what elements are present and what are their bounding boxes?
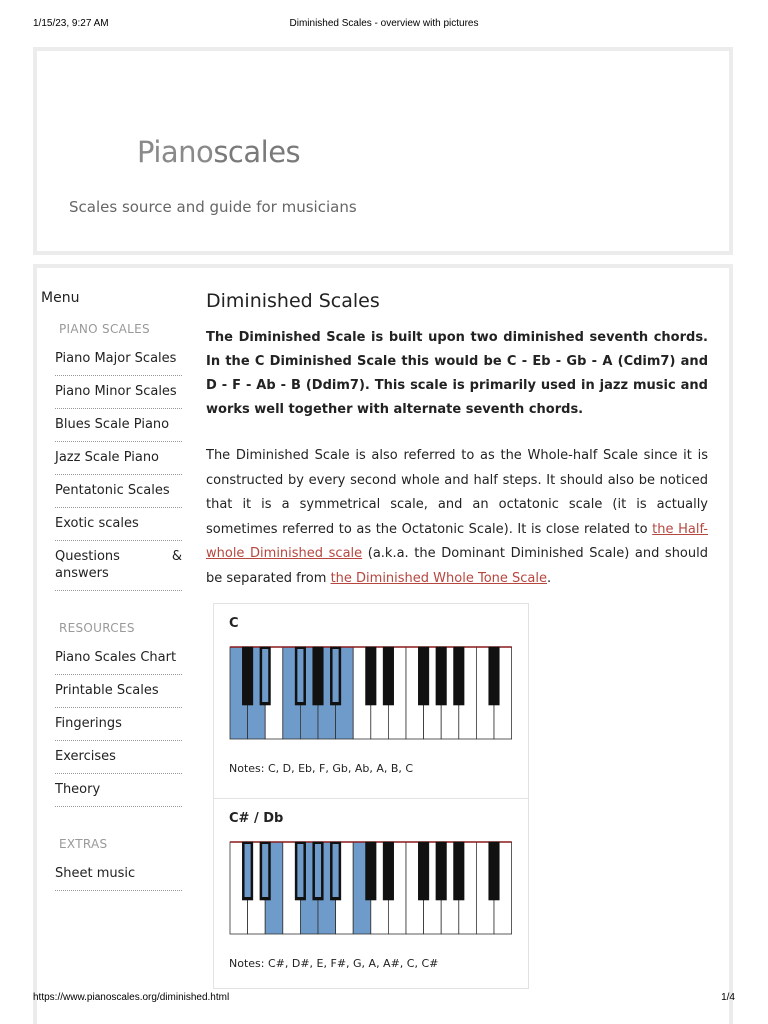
black-key [436, 647, 447, 705]
nav-item-questions-answers [55, 541, 182, 591]
scale-notes: Notes: C, D, Eb, F, Gb, Ab, A, B, C [229, 762, 414, 775]
nav-list-resources [41, 649, 182, 807]
black-key-highlight [333, 649, 339, 702]
black-key-highlight [245, 844, 251, 897]
scale-name: C# / Db [229, 811, 284, 826]
black-key [366, 842, 377, 900]
site-tagline: Scales source and guide for musicians [69, 198, 357, 216]
nav-link-exercises[interactable]: Exercises [55, 749, 116, 764]
piano-keyboard-diagram [229, 646, 515, 741]
logo-text-piano: Piano [137, 135, 214, 169]
nav-item-blues-scale-piano [55, 409, 182, 442]
nav-item-exercises [55, 741, 182, 774]
black-key [436, 842, 447, 900]
nav-item-piano-scales-chart [55, 649, 182, 675]
black-key [242, 647, 253, 705]
scale-name: C [229, 616, 239, 631]
nav-link-jazz-scale-piano[interactable]: Jazz Scale Piano [55, 450, 160, 465]
section-title-piano-scales: PIANO SCALES [59, 322, 150, 336]
nav-link-theory[interactable]: Theory [55, 782, 101, 797]
nav-item-fingerings [55, 708, 182, 741]
nav-link-printable-scales[interactable]: Printable Scales [55, 683, 159, 698]
black-key-highlight [297, 649, 303, 702]
black-key [489, 842, 500, 900]
nav-list-extras [41, 865, 182, 891]
print-url: https://www.pianoscales.org/diminished.html [33, 992, 230, 1003]
page-title: Diminished Scales [206, 290, 380, 312]
body-text-3: . [547, 570, 552, 586]
body-paragraph [206, 444, 708, 591]
nav-item-piano-major-scales [55, 350, 182, 376]
nav-link-piano-major-scales[interactable]: Piano Major Scales [55, 351, 177, 366]
scale-card-c [213, 603, 529, 799]
nav-item-theory [55, 774, 182, 807]
black-key [383, 842, 394, 900]
black-key-highlight [262, 649, 268, 702]
intro-paragraph: The Diminished Scale is built upon two diminished seventh chords. In the C Diminished Scale this would be C - Eb - Gb - A (Cdim7) and D - F - Ab - B (Ddim7). This scale is primarily used in jazz music and works well together with alternate seventh chords. [206, 330, 708, 417]
nav-link-questions-answers[interactable]: Questions & answers [55, 549, 182, 581]
sidebar [41, 290, 186, 921]
print-page-number: 1/4 [721, 992, 735, 1003]
section-title-extras: EXTRAS [59, 837, 108, 851]
nav-item-printable-scales [55, 675, 182, 708]
nav-link-blues-scale-piano[interactable]: Blues Scale Piano [55, 417, 170, 432]
nav-link-piano-minor-scales[interactable]: Piano Minor Scales [55, 384, 177, 399]
nav-item-jazz-scale-piano [55, 442, 182, 475]
site-header [33, 47, 733, 255]
content-area [33, 264, 733, 1024]
black-key [366, 647, 377, 705]
piano-keyboard-diagram [229, 841, 515, 936]
black-key [313, 647, 324, 705]
print-footer [33, 992, 735, 1006]
black-key [418, 647, 429, 705]
nav-link-sheet-music[interactable]: Sheet music [55, 866, 136, 881]
print-title: Diminished Scales - overview with pictures [289, 18, 479, 29]
site-logo[interactable] [137, 135, 300, 169]
scale-notes: Notes: C#, D#, E, F#, G, A, A#, C, C# [229, 957, 439, 970]
black-key-highlight [333, 844, 339, 897]
print-header [33, 18, 735, 32]
nav-item-pentatonic-scales [55, 475, 182, 508]
black-key [489, 647, 500, 705]
black-key-highlight [297, 844, 303, 897]
half-whole-diminished-link[interactable]: the Half-whole Diminished scale [206, 521, 708, 561]
body-text-1: The Diminished Scale is also referred to as the Whole-half Scale since it is constructed by every second whole and half steps. It should also be noticed that it is a symmetrical scale, and an octatonic scale (it is actually sometimes referred to as the Octatonic Scale). It is close related to [206, 448, 708, 537]
main-content [206, 290, 708, 989]
nav-item-exotic-scales [55, 508, 182, 541]
scale-card-c-sharp [213, 799, 529, 989]
black-key-highlight [262, 844, 268, 897]
nav-link-exotic-scales[interactable]: Exotic scales [55, 516, 139, 531]
nav-link-piano-scales-chart[interactable]: Piano Scales Chart [55, 650, 177, 665]
nav-item-sheet-music [55, 865, 182, 891]
nav-link-fingerings[interactable]: Fingerings [55, 716, 122, 731]
black-key [454, 842, 465, 900]
nav-link-pentatonic-scales[interactable]: Pentatonic Scales [55, 483, 170, 498]
print-date: 1/15/23, 9:27 AM [33, 18, 109, 29]
nav-list-piano-scales [41, 350, 182, 591]
black-key [454, 647, 465, 705]
section-title-resources: RESOURCES [59, 621, 135, 635]
black-key [418, 842, 429, 900]
logo-text-scales: scales [213, 135, 301, 169]
black-key [383, 647, 394, 705]
diminished-whole-tone-link[interactable]: the Diminished Whole Tone Scale [330, 570, 547, 586]
body-text-2: (a.k.a. the Dominant Diminished Scale) and should be separated from [206, 546, 708, 586]
black-key-highlight [315, 844, 321, 897]
nav-item-piano-minor-scales [55, 376, 182, 409]
menu-label[interactable]: Menu [41, 290, 80, 306]
